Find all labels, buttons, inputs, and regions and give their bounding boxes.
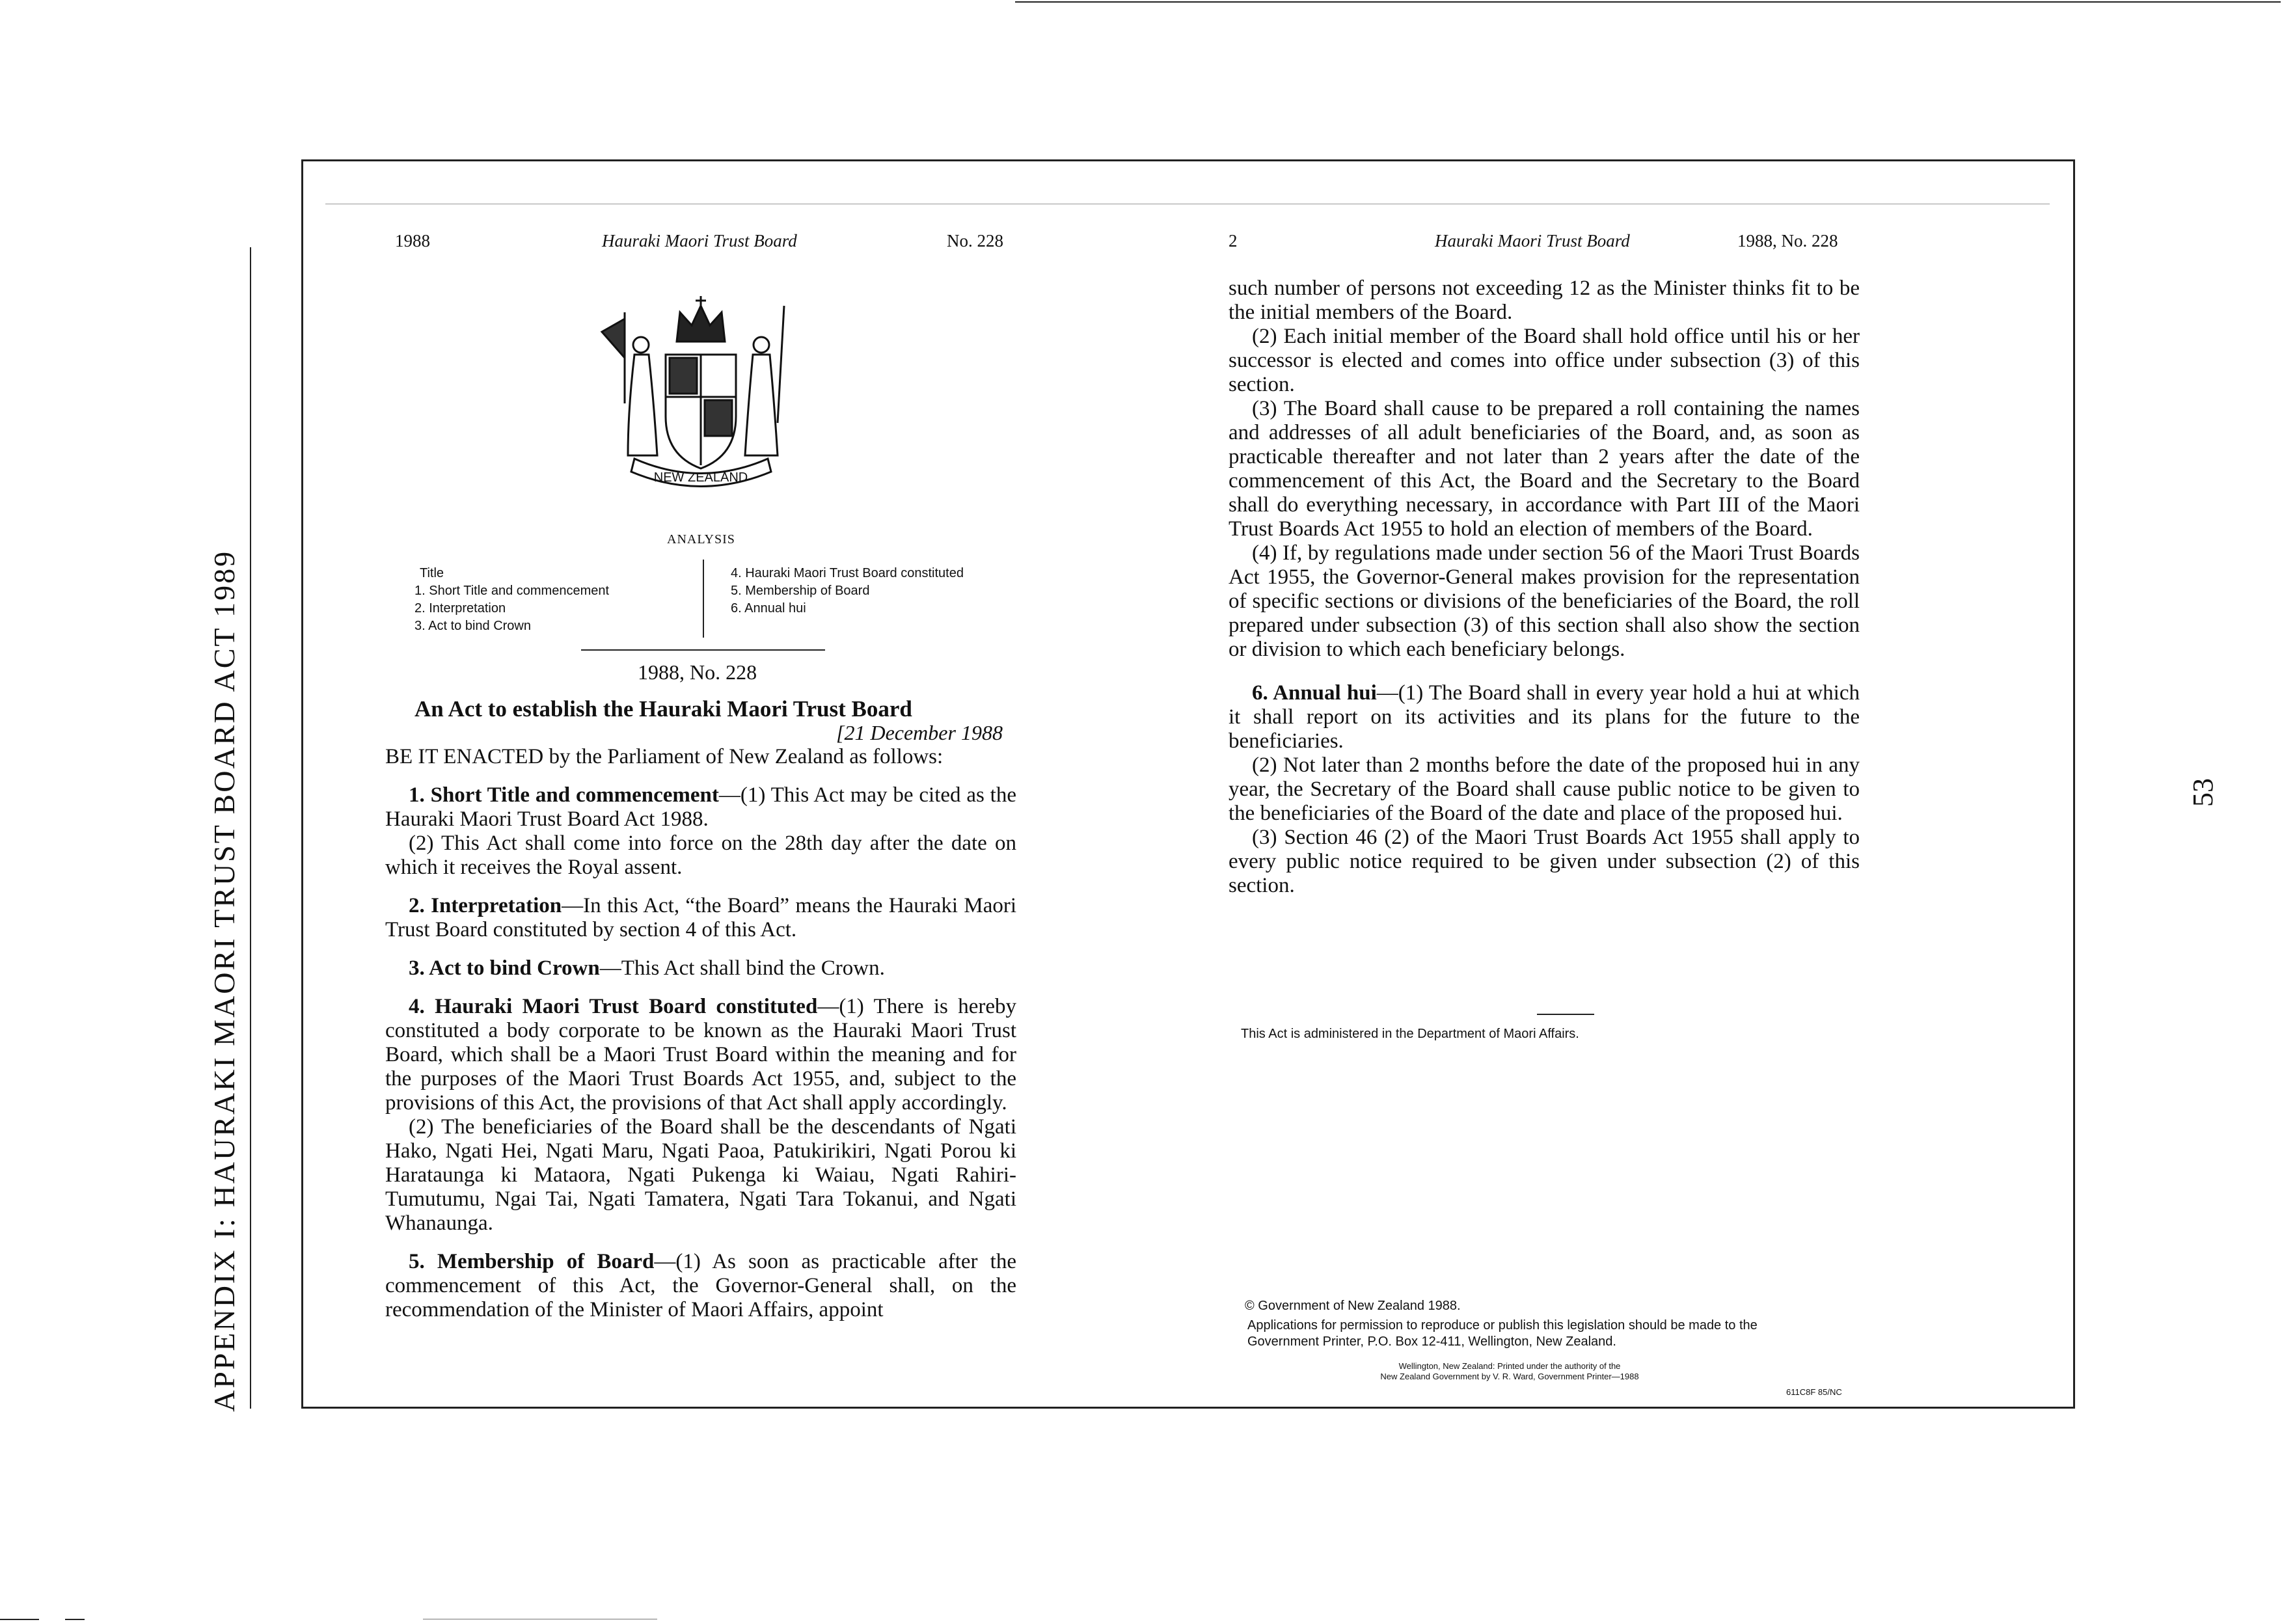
section-heading: 1. Short Title and commencement [409, 783, 719, 807]
section-text: —(1) The Board shall in every year hold a hui at which it shall report on its activities and its plans for the future to the beneficiaries. [1229, 681, 1860, 753]
scan-edge-line [1015, 1, 2281, 3]
analysis-heading: ANALYSIS [667, 532, 735, 547]
section-heading: 2. Interpretation [409, 894, 562, 917]
analysis-list-right [731, 565, 964, 617]
page-number: 53 [2187, 778, 2219, 807]
section-text: —In this Act, “the Board” means the Hauraki Maori Trust Board constituted by section 4 of this Act. [385, 894, 1016, 941]
analysis-item: Title [420, 566, 444, 580]
crest-scroll-text: NEW ZEALAND [653, 470, 748, 485]
analysis-item: 1. Short Title and commencement [414, 584, 610, 598]
section-heading: 3. Act to bind Crown [409, 956, 600, 980]
analysis-item: 4. Hauraki Maori Trust Board constituted [731, 566, 964, 580]
right-header-page: 2 [1229, 231, 1238, 250]
scan-artifact [0, 1619, 39, 1620]
administration-note: This Act is administered in the Department of Maori Affairs. [1241, 1027, 1579, 1041]
act-date: [21 December 1988 [836, 721, 1003, 744]
rule [581, 649, 825, 651]
subsection-text: (4) If, by regulations made under section 56 of the Maori Trust Boards Act 1955, the Governor-General makes provision for the representation of specific sections or divisions of the beneficiaries of the Board, the roll prepared under subsection (3) of this section shall also show the section or division to which each beneficiary belongs. [1229, 541, 1860, 661]
section-text: —This Act shall bind the Crown. [599, 956, 885, 980]
right-body [1229, 277, 1860, 898]
permission-line: Government Printer, P.O. Box 12-411, Wellington, New Zealand. [1247, 1334, 1616, 1349]
analysis-divider [703, 560, 704, 638]
right-header-number: 1988, No. 228 [1737, 231, 1838, 250]
left-header-number: No. 228 [947, 231, 1003, 250]
subsection-text: (3) Section 46 (2) of the Maori Trust Boards Act 1955 shall apply to every public notice required to be given under subsection (2) of this section. [1229, 826, 1860, 897]
subsection-text: (2) This Act shall come into force on the 28th day after the date on which it receives the Royal assent. [385, 832, 1016, 879]
rule [1537, 1014, 1594, 1015]
act-number: 1988, No. 228 [638, 660, 757, 684]
coat-of-arms-icon [589, 293, 813, 501]
left-body [385, 745, 1016, 1322]
print-code: 611C8F 85/NC [1786, 1387, 1842, 1397]
subsection-text: (2) The beneficiaries of the Board shall be the descendants of Ngati Hako, Ngati Hei, Ngati Maru, Ngati Paoa, Patukirikiri, Ngati Porou ki Harataunga ki Mataora, Ngati Pukenga ki Waiau, Ngati Rahiri-Tumutumu, Ngai Tai, Ngati Tamatera, Ngati Tara Tokanui, and Ngati Whanaunga. [385, 1115, 1016, 1235]
permission-line: Applications for permission to reproduce or publish this legislation should be made to the [1247, 1318, 1758, 1333]
section-heading: 4. Hauraki Maori Trust Board constituted [409, 995, 818, 1018]
section-heading: 5. Membership of Board [409, 1250, 655, 1273]
left-header-title: Hauraki Maori Trust Board [602, 231, 797, 250]
section-text: —(1) As soon as practicable after the commencement of this Act, the Governor-General shall, on the recommendation of the Minister of Maori Affairs, appoint [385, 1250, 1016, 1321]
margin-rule [250, 247, 251, 1409]
analysis-item: 2. Interpretation [414, 601, 506, 616]
printer-imprint: Wellington, New Zealand: Printed under the authority of the [1398, 1361, 1621, 1371]
subsection-text: (2) Each initial member of the Board shall hold office until his or her successor is elected and comes into office under subsection (3) of this section. [1229, 325, 1860, 396]
subsection-text: (3) The Board shall cause to be prepared a roll containing the names and addresses of all adult beneficiaries of the Board, and, as soon as practicable thereafter and not later than 2 years after the date of the commencement of this Act, the Board and the Secretary to the Board shall do everything necessary, in accordance with Part III of the Maori Trust Boards Act 1955 to hold an election of members of the Board. [1229, 397, 1860, 541]
appendix-side-title: APPENDIX I: HAURAKI MAORI TRUST BOARD ACT 1989 [208, 549, 241, 1412]
analysis-item: 3. Act to bind Crown [414, 619, 531, 633]
act-title: An Act to establish the Hauraki Maori Trust Board [414, 696, 912, 722]
copyright-notice: © Government of New Zealand 1988. [1245, 1299, 1461, 1313]
enacting-clause: BE IT ENACTED by the Parliament of New Zealand as follows: [385, 745, 944, 768]
subsection-text: (2) Not later than 2 months before the date of the proposed hui in any year, the Secretary of the Board shall cause public notice to be given to the beneficiaries of the Board of the date and place of the proposed hui. [1229, 753, 1860, 825]
analysis-list-left [414, 565, 609, 635]
section-heading: 6. Annual hui [1252, 681, 1377, 705]
section-text: —(1) This Act may be cited as the Hauraki Maori Trust Board Act 1988. [385, 783, 1016, 831]
right-header-title: Hauraki Maori Trust Board [1435, 231, 1630, 250]
left-header-year: 1988 [395, 231, 430, 250]
section-text: —(1) There is hereby constituted a body corporate to be known as the Hauraki Maori Trust Board, which shall be a Maori Trust Board within the meaning and for the purposes of the Maori Trust Boards Act 1955, and, subject to the provisions of this Act, the provisions of that Act shall apply accordingly. [385, 995, 1016, 1115]
continued-text: such number of persons not exceeding 12 as the Minister thinks fit to be the initial members of the Board. [1229, 277, 1860, 324]
analysis-item: 5. Membership of Board [731, 584, 870, 598]
analysis-item: 6. Annual hui [731, 601, 806, 616]
printer-imprint: New Zealand Government by V. R. Ward, Government Printer—1988 [1380, 1372, 1639, 1381]
scan-artifact [65, 1619, 85, 1620]
